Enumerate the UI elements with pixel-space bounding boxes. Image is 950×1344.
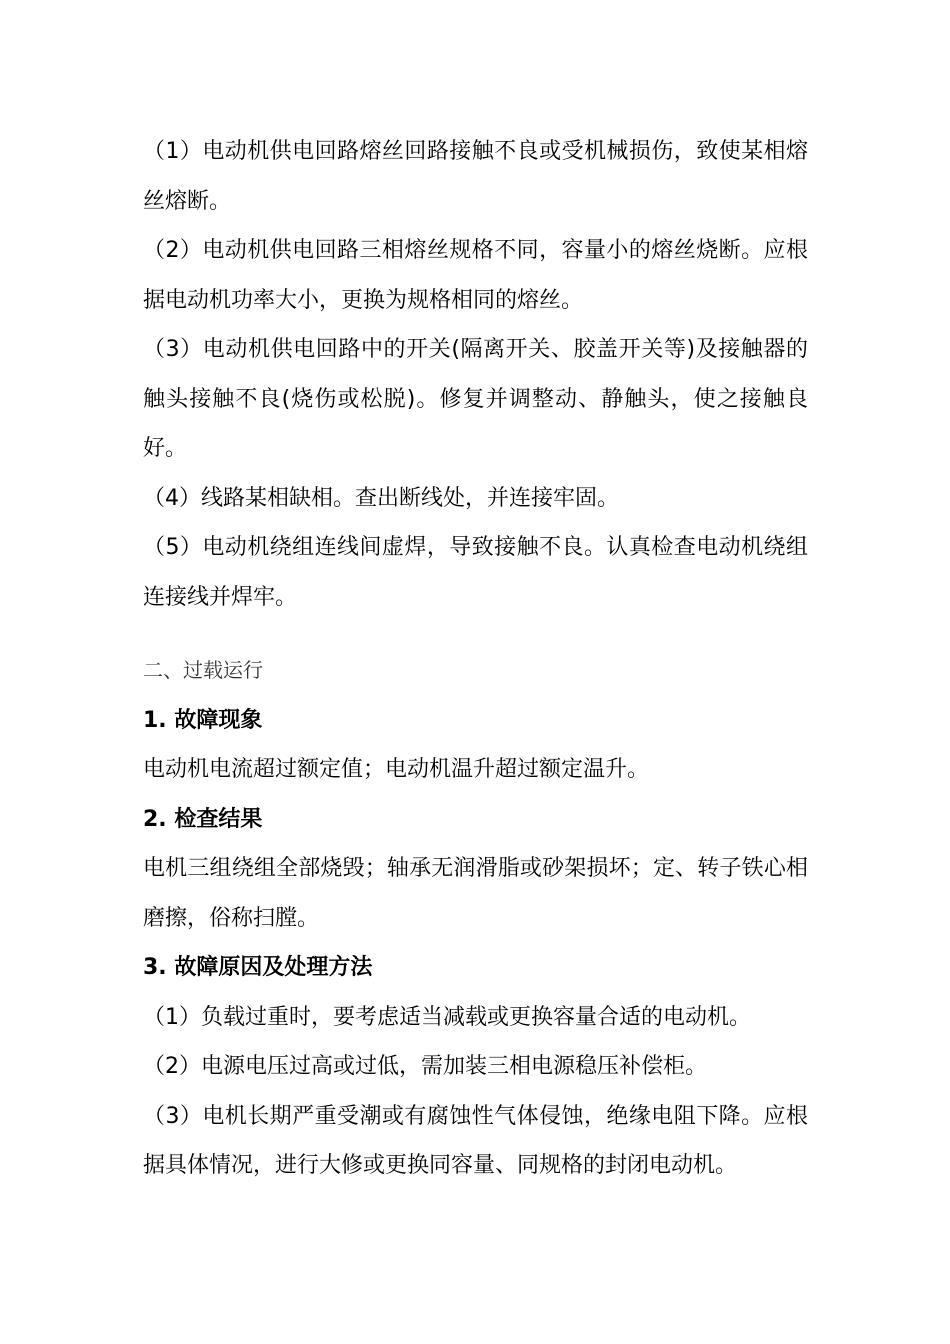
list-item: （3）电动机供电回路中的开关(隔离开关、胶盖开关等)及接触器的触头接触不良(烧伤或松脱)。修复并调整动、静触头，使之接触良好。: [143, 337, 808, 461]
list-item: （4）线路某相缺相。查出断线处，并连接牢固。: [143, 485, 619, 511]
document-page: [143, 127, 808, 1191]
list-item: （2）电源电压过高或过低，需加装三相电源稳压补偿柜。: [143, 1054, 707, 1079]
paragraph: 电动机电流超过额定值；电动机温升超过额定温升。: [143, 757, 650, 782]
section-title: 二、过载运行: [143, 658, 263, 682]
list-item: （3）电机长期严重受潮或有腐蚀性气体侵蚀，绝缘电阻下降。应根据具体情况，进行大修或更换同容量、同规格的封闭电动机。: [143, 1103, 808, 1178]
subsection-heading: 2. 检查结果: [143, 806, 263, 832]
list-item: （2）电动机供电回路三相熔丝规格不同，容量小的熔丝烧断。应根据电动机功率大小，更换为规格相同的熔丝。: [143, 238, 808, 313]
list-item: （1）负载过重时，要考虑适当减载或更换容量合适的电动机。: [143, 1004, 751, 1030]
subsection-heading: 3. 故障原因及处理方法: [143, 955, 373, 980]
subsection-heading: 1. 故障现象: [143, 707, 263, 733]
paragraph: 电机三组绕组全部烧毁；轴承无润滑脂或砂架损坏；定、转子铁心相磨擦，俗称扫膛。: [143, 856, 808, 931]
list-item: （5）电动机绕组连线间虚焊，导致接触不良。认真检查电动机绕组连接线并焊牢。: [143, 535, 808, 610]
list-item: （1）电动机供电回路熔丝回路接触不良或受机械损伤，致使某相熔丝熔断。: [143, 139, 808, 214]
